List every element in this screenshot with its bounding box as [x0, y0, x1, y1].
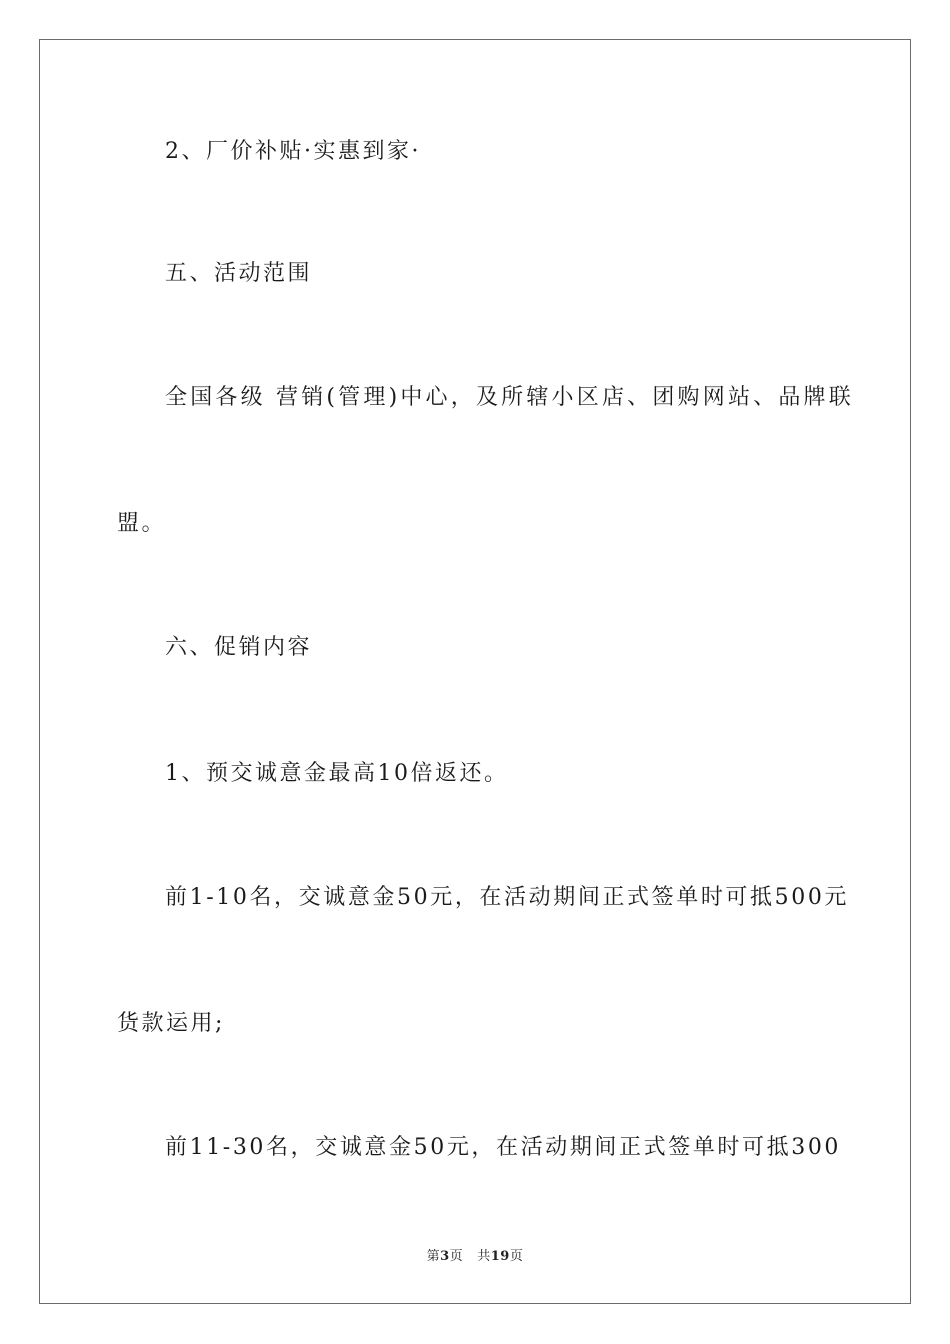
text-line-promo-heading: 六、促销内容 — [165, 635, 313, 660]
footer-page-number: 3 — [440, 1249, 450, 1264]
text-line-scope-body: 全国各级 营销(管理)中心，及所辖小区店、团购网站、品牌联 — [165, 385, 854, 410]
page-footer — [0, 1248, 950, 1266]
footer-total-suffix: 页 — [509, 1249, 524, 1264]
page-border — [39, 39, 911, 1304]
text-line-deposit: 1、预交诚意金最高10倍返还。 — [165, 761, 509, 786]
text-line-rank-11-30: 前11-30名，交诚意金50元，在活动期间正式签单时可抵300 — [165, 1135, 842, 1160]
text-line-scope-heading: 五、活动范围 — [165, 261, 313, 286]
text-line-subsidy: 2、厂价补贴·实惠到家· — [165, 139, 421, 164]
footer-total-pages: 19 — [490, 1249, 510, 1264]
text-line-rank-1-10-cont: 货款运用; — [117, 1011, 225, 1036]
text-line-scope-body-cont: 盟。 — [117, 511, 167, 536]
text-line-rank-1-10: 前1-10名，交诚意金50元，在活动期间正式签单时可抵500元 — [165, 885, 850, 910]
footer-page-suffix: 页 — [449, 1249, 464, 1264]
footer-total-prefix: 共 — [477, 1249, 491, 1264]
footer-page-prefix: 第 — [426, 1249, 441, 1264]
